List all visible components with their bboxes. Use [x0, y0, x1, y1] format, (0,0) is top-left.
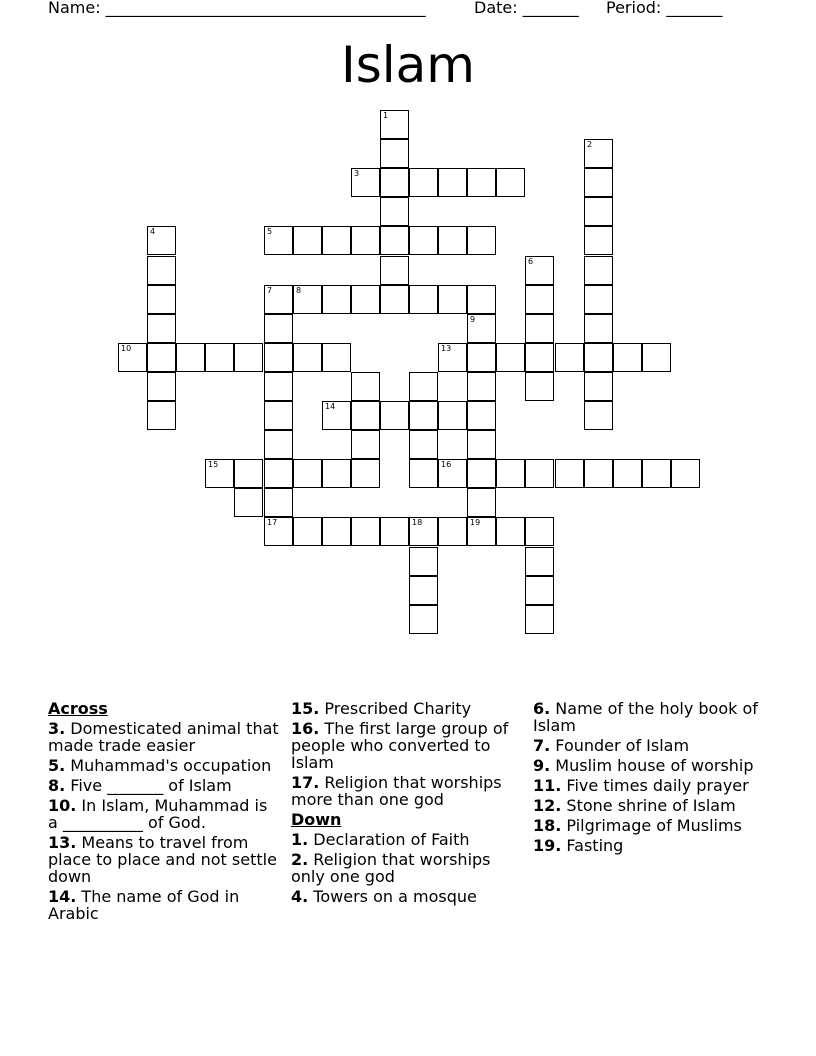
grid-cell[interactable]: [293, 285, 322, 314]
grid-cell[interactable]: [496, 517, 525, 546]
grid-cell[interactable]: [555, 343, 584, 372]
grid-cell[interactable]: [613, 459, 642, 488]
clue-number: 19: [470, 518, 481, 527]
grid-cell[interactable]: [147, 226, 176, 255]
clue-item-text: Religion that worships only one god: [291, 850, 491, 886]
grid-cell[interactable]: [671, 459, 700, 488]
clue-item: [291, 700, 516, 717]
clue-item: [48, 834, 280, 885]
grid-cell[interactable]: [409, 430, 438, 459]
grid-cell[interactable]: [584, 401, 613, 430]
clue-item: [48, 797, 280, 831]
grid-cell[interactable]: [380, 401, 409, 430]
page-title: Islam: [340, 36, 476, 94]
grid-cell[interactable]: [264, 285, 293, 314]
clue-item: [291, 831, 516, 848]
grid-cell[interactable]: [467, 314, 496, 343]
clues-column-2: [291, 700, 516, 908]
grid-cell[interactable]: [525, 576, 554, 605]
clue-item: [533, 737, 773, 754]
grid-cell[interactable]: [438, 517, 467, 546]
clue-number: 16: [441, 460, 452, 469]
grid-cell[interactable]: [438, 459, 467, 488]
clue-item-text: Stone shrine of Islam: [561, 796, 736, 815]
clue-number: 18: [412, 518, 423, 527]
grid-cell[interactable]: [438, 226, 467, 255]
grid-cell[interactable]: [322, 226, 351, 255]
period-field-label[interactable]: Period: _______: [606, 0, 723, 17]
clue-item-number: 12.: [533, 796, 562, 815]
clue-item: [533, 700, 773, 734]
grid-cell[interactable]: [525, 256, 554, 285]
grid-cell[interactable]: [467, 488, 496, 517]
name-field-label[interactable]: Name: ________________________________________: [48, 0, 426, 17]
grid-cell[interactable]: [293, 343, 322, 372]
grid-cell[interactable]: [467, 285, 496, 314]
grid-cell[interactable]: [380, 197, 409, 226]
clue-item-text: Fasting: [561, 836, 624, 855]
grid-cell[interactable]: [322, 285, 351, 314]
across-clue-list-continued: [291, 700, 516, 808]
clues-column-3: [533, 700, 773, 857]
grid-cell[interactable]: [409, 285, 438, 314]
clue-item-number: 16.: [291, 719, 320, 738]
grid-cell[interactable]: [584, 197, 613, 226]
clues-column-1: [48, 700, 280, 925]
grid-cell[interactable]: [264, 343, 293, 372]
clue-number: 10: [121, 344, 132, 353]
clue-item-text: Name of the holy book of Islam: [533, 699, 758, 735]
grid-cell[interactable]: [234, 343, 263, 372]
grid-cell[interactable]: [555, 459, 584, 488]
grid-cell[interactable]: [147, 314, 176, 343]
clue-item: [533, 837, 773, 854]
grid-cell[interactable]: [642, 459, 671, 488]
grid-cell[interactable]: [264, 372, 293, 401]
grid-cell[interactable]: [351, 285, 380, 314]
clue-number: 17: [267, 518, 278, 527]
grid-cell[interactable]: [322, 517, 351, 546]
grid-cell[interactable]: [205, 343, 234, 372]
grid-cell[interactable]: [438, 401, 467, 430]
clue-item: [48, 888, 280, 922]
grid-cell[interactable]: [438, 168, 467, 197]
grid-cell[interactable]: [380, 285, 409, 314]
clue-item-number: 19.: [533, 836, 562, 855]
clue-number: 5: [267, 227, 273, 236]
grid-cell[interactable]: [584, 314, 613, 343]
clue-number: 2: [587, 140, 593, 149]
clue-number: 3: [354, 169, 360, 178]
clue-item-text: Declaration of Faith: [308, 830, 470, 849]
grid-cell[interactable]: [293, 226, 322, 255]
grid-cell[interactable]: [380, 226, 409, 255]
grid-cell[interactable]: [264, 488, 293, 517]
grid-cell[interactable]: [584, 372, 613, 401]
clue-item-text: Muslim house of worship: [550, 756, 754, 775]
clue-number: 6: [528, 257, 534, 266]
clue-item-text: Means to travel from place to place and not settle down: [48, 833, 277, 886]
grid-cell[interactable]: [176, 343, 205, 372]
grid-cell[interactable]: [234, 459, 263, 488]
down-clue-list: [291, 831, 516, 905]
grid-cell[interactable]: [584, 168, 613, 197]
clue-item-number: 9.: [533, 756, 551, 775]
grid-cell[interactable]: [264, 314, 293, 343]
grid-cell[interactable]: [380, 256, 409, 285]
clue-number: 13: [441, 344, 452, 353]
clue-item: [48, 720, 280, 754]
grid-cell[interactable]: [293, 459, 322, 488]
clue-item-number: 15.: [291, 699, 320, 718]
clue-item-number: 18.: [533, 816, 562, 835]
grid-cell[interactable]: [351, 372, 380, 401]
date-field-label[interactable]: Date: _______: [474, 0, 579, 17]
clue-item-number: 5.: [48, 756, 66, 775]
clue-item-number: 6.: [533, 699, 551, 718]
grid-cell[interactable]: [264, 430, 293, 459]
grid-cell[interactable]: [322, 401, 351, 430]
clue-number: 15: [208, 460, 219, 469]
clue-item: [48, 757, 280, 774]
grid-cell[interactable]: [380, 139, 409, 168]
clue-item-text: Religion that worships more than one god: [291, 773, 502, 809]
clue-number: 14: [325, 402, 336, 411]
grid-cell[interactable]: [525, 459, 554, 488]
grid-cell[interactable]: [264, 459, 293, 488]
grid-cell[interactable]: [293, 517, 322, 546]
clue-item-text: The name of God in Arabic: [48, 887, 240, 923]
grid-cell[interactable]: [351, 401, 380, 430]
grid-cell[interactable]: [467, 401, 496, 430]
clue-item-number: 3.: [48, 719, 66, 738]
grid-cell[interactable]: [118, 343, 147, 372]
clue-item-text: Domesticated animal that made trade easier: [48, 719, 279, 755]
clue-number: 4: [150, 227, 156, 236]
clue-item: [291, 774, 516, 808]
grid-cell[interactable]: [409, 401, 438, 430]
clue-item-number: 17.: [291, 773, 320, 792]
clue-number: 9: [470, 315, 476, 324]
grid-cell[interactable]: [409, 605, 438, 634]
grid-cell[interactable]: [584, 285, 613, 314]
grid-cell[interactable]: [525, 285, 554, 314]
grid-cell[interactable]: [642, 343, 671, 372]
clue-item-text: The first large group of people who converted to Islam: [291, 719, 509, 772]
grid-cell[interactable]: [584, 343, 613, 372]
grid-cell[interactable]: [380, 517, 409, 546]
clue-item-text: Muhammad's occupation: [65, 756, 272, 775]
grid-cell[interactable]: [467, 430, 496, 459]
clue-item-number: 8.: [48, 776, 66, 795]
grid-cell[interactable]: [525, 547, 554, 576]
clue-item: [291, 720, 516, 771]
grid-cell[interactable]: [525, 343, 554, 372]
grid-cell[interactable]: [467, 226, 496, 255]
grid-cell[interactable]: [525, 517, 554, 546]
grid-cell[interactable]: [584, 459, 613, 488]
grid-cell[interactable]: [438, 285, 467, 314]
clue-item: [533, 817, 773, 834]
grid-cell[interactable]: [525, 605, 554, 634]
grid-cell[interactable]: [584, 256, 613, 285]
clue-item-number: 14.: [48, 887, 77, 906]
grid-cell[interactable]: [351, 430, 380, 459]
grid-cell[interactable]: [147, 343, 176, 372]
clue-item-number: 2.: [291, 850, 309, 869]
grid-cell[interactable]: [234, 488, 263, 517]
clue-number: 8: [296, 286, 302, 295]
grid-cell[interactable]: [409, 372, 438, 401]
grid-cell[interactable]: [467, 343, 496, 372]
clue-item-number: 10.: [48, 796, 77, 815]
clue-item-text: Pilgrimage of Muslims: [561, 816, 742, 835]
grid-cell[interactable]: [380, 168, 409, 197]
clue-item-number: 1.: [291, 830, 309, 849]
grid-cell[interactable]: [380, 110, 409, 139]
grid-cell[interactable]: [409, 459, 438, 488]
grid-cell[interactable]: [467, 168, 496, 197]
grid-cell[interactable]: [467, 459, 496, 488]
clue-item: [533, 777, 773, 794]
grid-cell[interactable]: [351, 517, 380, 546]
grid-cell[interactable]: [351, 226, 380, 255]
grid-cell[interactable]: [322, 343, 351, 372]
clue-item-text: In Islam, Muhammad is a __________ of God.: [48, 796, 268, 832]
grid-cell[interactable]: [205, 459, 234, 488]
grid-cell[interactable]: [322, 459, 351, 488]
clue-item-text: Five times daily prayer: [561, 776, 749, 795]
grid-cell[interactable]: [409, 517, 438, 546]
grid-cell[interactable]: [264, 517, 293, 546]
across-clue-list: [48, 720, 280, 922]
grid-cell[interactable]: [496, 459, 525, 488]
grid-cell[interactable]: [351, 459, 380, 488]
across-heading: Across: [48, 699, 108, 718]
grid-cell[interactable]: [409, 576, 438, 605]
clue-item: [291, 888, 516, 905]
grid-cell[interactable]: [525, 314, 554, 343]
grid-cell[interactable]: [264, 226, 293, 255]
clue-item-number: 7.: [533, 736, 551, 755]
clue-item: [48, 777, 280, 794]
clue-item-text: Five _______ of Islam: [65, 776, 232, 795]
grid-cell[interactable]: [467, 372, 496, 401]
clue-item: [291, 851, 516, 885]
clue-item: [533, 757, 773, 774]
grid-cell[interactable]: [409, 168, 438, 197]
grid-cell[interactable]: [147, 401, 176, 430]
grid-cell[interactable]: [467, 517, 496, 546]
clue-item-text: Founder of Islam: [550, 736, 690, 755]
grid-cell[interactable]: [351, 168, 380, 197]
grid-cell[interactable]: [496, 168, 525, 197]
clue-item-number: 13.: [48, 833, 77, 852]
clue-number: 1: [383, 111, 389, 120]
grid-cell[interactable]: [409, 226, 438, 255]
grid-cell[interactable]: [264, 401, 293, 430]
grid-cell[interactable]: [147, 285, 176, 314]
clue-item-text: Prescribed Charity: [319, 699, 472, 718]
clue-item-number: 4.: [291, 887, 309, 906]
grid-cell[interactable]: [438, 343, 467, 372]
grid-cell[interactable]: [496, 343, 525, 372]
grid-cell[interactable]: [584, 226, 613, 255]
clue-item: [533, 797, 773, 814]
grid-cell[interactable]: [409, 547, 438, 576]
clue-item-text: Towers on a mosque: [308, 887, 477, 906]
grid-cell[interactable]: [525, 372, 554, 401]
grid-cell[interactable]: [147, 256, 176, 285]
down-heading: Down: [291, 810, 342, 829]
clue-item-number: 11.: [533, 776, 562, 795]
clue-number: 7: [267, 286, 273, 295]
down-clue-list-continued: [533, 700, 773, 854]
grid-cell[interactable]: [613, 343, 642, 372]
grid-cell[interactable]: [147, 372, 176, 401]
grid-cell[interactable]: [584, 139, 613, 168]
